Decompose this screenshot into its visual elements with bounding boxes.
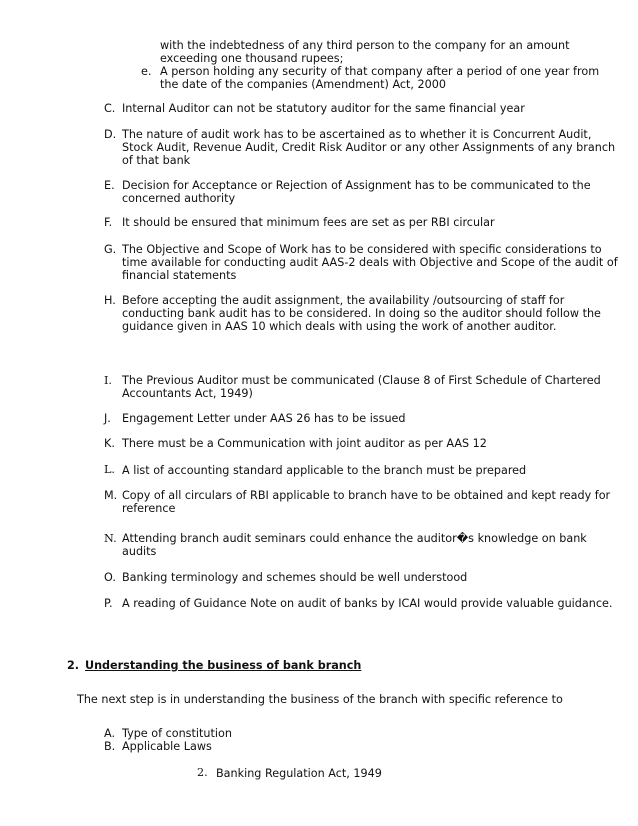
list-marker: C. (104, 102, 116, 115)
list-marker: N. (104, 532, 117, 545)
list-item-text: There must be a Communication with joint auditor as per AAS 12 (122, 437, 487, 450)
list-item-text: guidance given in AAS 10 which deals with using the work of another auditor. (122, 320, 557, 333)
list-marker: L. (104, 463, 115, 476)
list-item-text: of that bank (122, 154, 191, 167)
list-item-text: concerned authority (122, 192, 236, 205)
list-item-text: The Objective and Scope of Work has to be considered with specific considerations to (122, 243, 602, 256)
list-item-text: Attending branch audit seminars could enhance the auditor�s knowledge on bank (122, 532, 587, 545)
list-marker: I. (104, 374, 112, 387)
list-item-text: audits (122, 545, 157, 558)
list-marker: B. (104, 740, 116, 753)
continued-text-line: exceeding one thousand rupees; (160, 52, 344, 65)
list-item-text: It should be ensured that minimum fees are set as per RBI circular (122, 216, 495, 229)
list-item-text: Accountants Act, 1949) (122, 387, 253, 400)
list-marker: 2. (197, 766, 208, 779)
list-marker: A. (104, 727, 116, 740)
list-item-text: reference (122, 502, 176, 515)
list-item-text: Decision for Acceptance or Rejection of Assignment has to be communicated to the (122, 179, 591, 192)
list-item-text: Banking Regulation Act, 1949 (216, 767, 382, 780)
list-item-text: The nature of audit work has to be ascertained as to whether it is Concurrent Audit, (122, 128, 592, 141)
list-item-text: conducting bank audit has to be considered. In doing so the auditor should follow the (122, 307, 601, 320)
list-marker: J. (104, 412, 111, 425)
list-item-text: Applicable Laws (122, 740, 212, 753)
list-item-text: Banking terminology and schemes should be well understood (122, 571, 468, 584)
list-item-text: the date of the companies (Amendment) Act, 2000 (160, 78, 447, 91)
list-item-text: Before accepting the audit assignment, the availability /outsourcing of staff for (122, 294, 565, 307)
list-marker: P. (104, 597, 113, 610)
list-marker: F. (104, 216, 113, 229)
section-heading: Understanding the business of bank branch (85, 659, 362, 672)
list-marker: e. (141, 65, 152, 78)
list-marker: E. (104, 179, 115, 192)
list-item-text: time available for conducting audit AAS-2 deals with Objective and Scope of the audit of (122, 256, 618, 269)
list-marker: M. (104, 489, 118, 502)
list-item-text: A person holding any security of that company after a period of one year from (160, 65, 600, 78)
list-item-text: Stock Audit, Revenue Audit, Credit Risk Auditor or any other Assignments of any branch (122, 141, 616, 154)
list-marker: K. (104, 437, 115, 450)
section-number: 2. (67, 659, 80, 672)
list-marker: G. (104, 243, 117, 256)
list-item-text: Engagement Letter under AAS 26 has to be issued (122, 412, 406, 425)
list-item-text: Copy of all circulars of RBI applicable to branch have to be obtained and kept ready for (122, 489, 611, 502)
intro-paragraph: The next step is in understanding the business of the branch with specific reference to (77, 693, 563, 706)
list-marker: H. (104, 294, 116, 307)
continued-text-line: with the indebtedness of any third person to the company for an amount (160, 39, 570, 52)
list-item-text: A list of accounting standard applicable to the branch must be prepared (122, 464, 527, 477)
list-marker: D. (104, 128, 117, 141)
list-marker: O. (104, 571, 116, 584)
list-item-text: Internal Auditor can not be statutory auditor for the same financial year (122, 102, 525, 115)
list-item-text: The Previous Auditor must be communicated (Clause 8 of First Schedule of Chartered (122, 374, 601, 387)
list-item-text: Type of constitution (122, 727, 232, 740)
list-item-text: A reading of Guidance Note on audit of banks by ICAI would provide valuable guidance. (122, 597, 613, 610)
list-item-text: financial statements (122, 269, 237, 282)
